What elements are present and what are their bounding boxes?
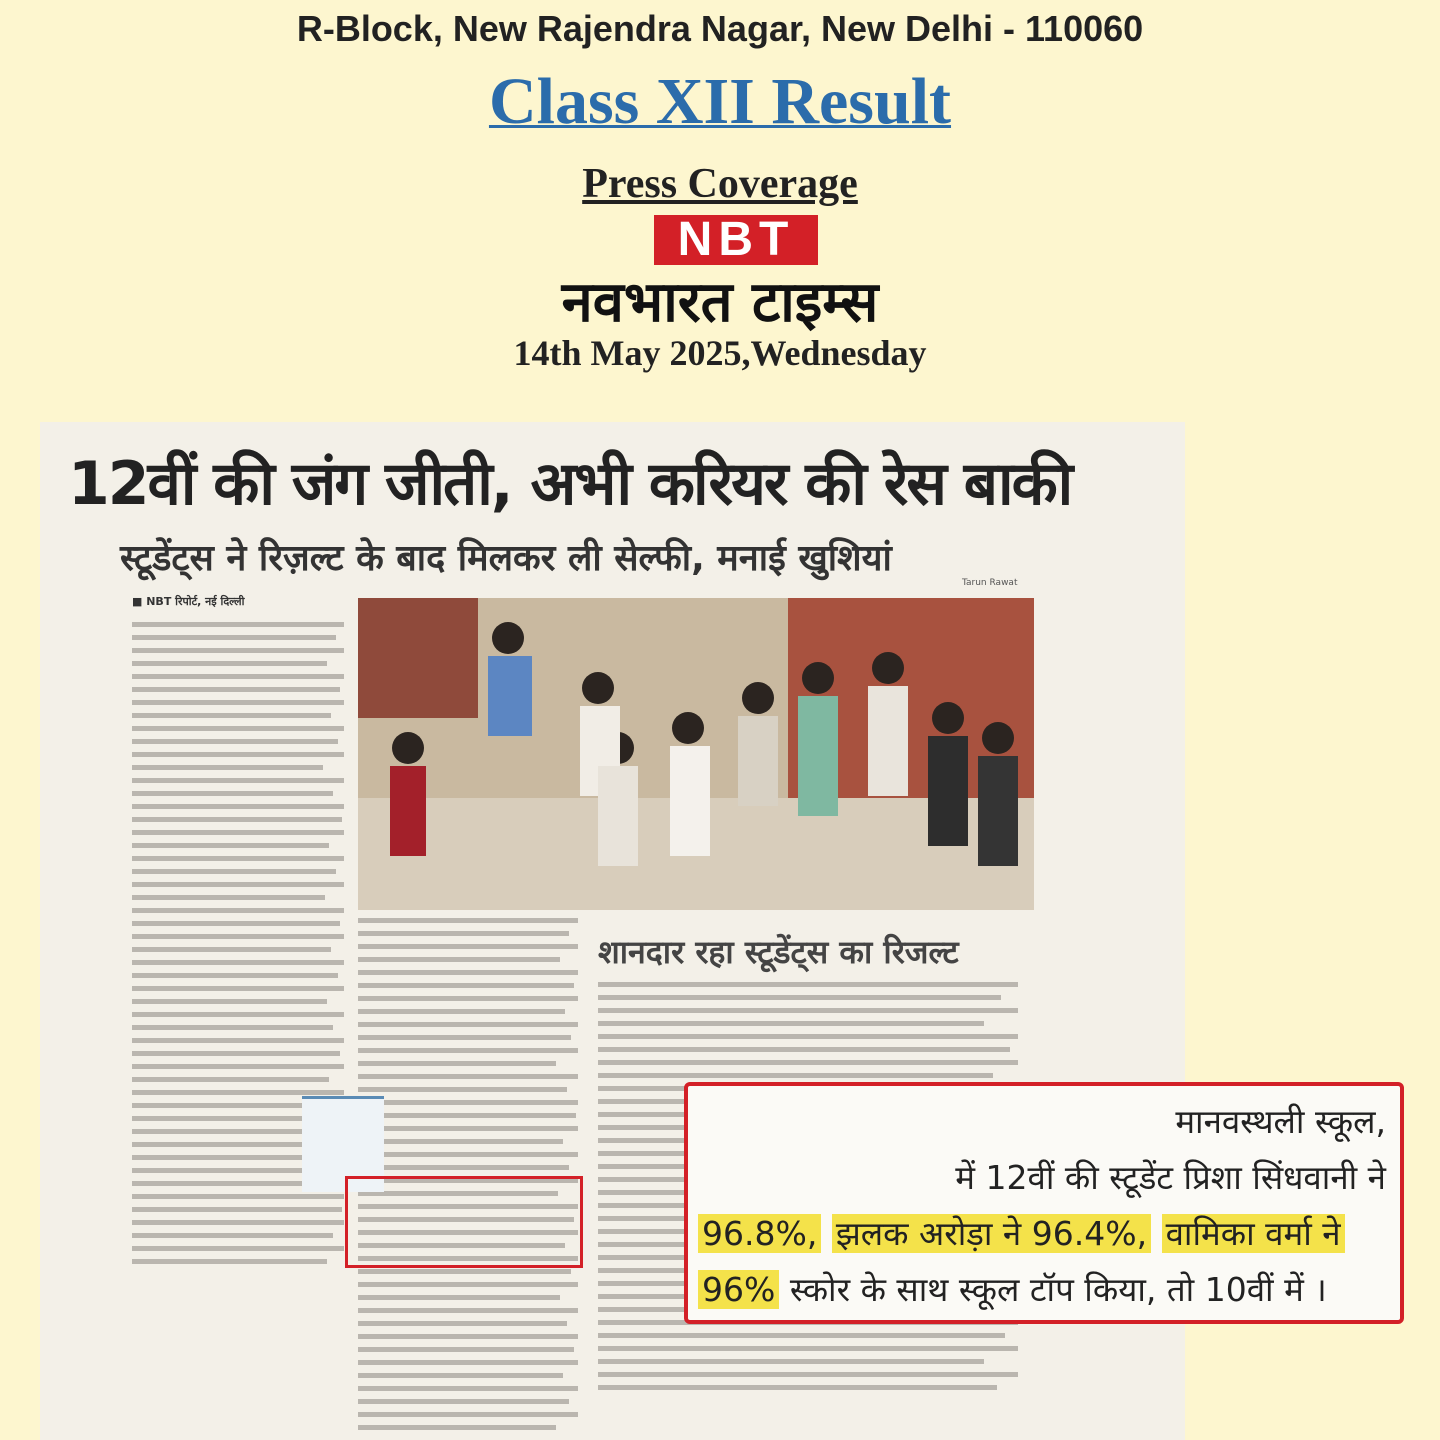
article-byline: ■ NBT रिपोर्ट, नई दिल्ली — [132, 595, 245, 608]
score-highlight: वामिका वर्मा ने — [1162, 1214, 1345, 1253]
photo-illustration — [358, 598, 1034, 910]
score-highlight: 96% — [698, 1270, 779, 1309]
article-column-left — [132, 622, 344, 1440]
article-subheadline: स्टूडेंट्स ने रिज़ल्ट के बाद मिलकर ली सेल्फी, मनाई खुशियां — [120, 538, 892, 579]
photo-credit: Tarun Rawat — [962, 578, 1018, 588]
excerpt-text: स्कोर के साथ स्कूल टॉप किया, तो 10वीं में । — [789, 1270, 1327, 1309]
school-address: R-Block, New Rajendra Nagar, New Delhi - 110060 — [296, 8, 1144, 49]
nbt-logo: NBT — [654, 215, 818, 265]
excerpt-line-4 — [698, 1266, 1327, 1311]
newspaper-name: नवभारत टाइम्स — [561, 270, 879, 335]
excerpt-line-3 — [698, 1210, 1345, 1255]
score-highlight: झलक अरोड़ा ने 96.4%, — [832, 1214, 1151, 1253]
highlight-source-box — [345, 1176, 583, 1268]
article-headline: 12वीं की जंग जीती, अभी करियर की रेस बाकी — [68, 449, 1072, 519]
publication-date: 14th May 2025,Wednesday — [513, 333, 927, 373]
press-coverage-heading: Press Coverage — [582, 161, 858, 207]
section-heading: शानदार रहा स्टूडेंट्स का रिजल्ट — [598, 933, 959, 971]
excerpt-line-1: मानवस्थली स्कूल, — [1175, 1102, 1386, 1141]
students-celebration-photo — [358, 598, 1034, 910]
page-title: Class XII Result — [488, 65, 952, 138]
zoomed-excerpt — [684, 1082, 1404, 1324]
score-highlight: 96.8%, — [698, 1214, 821, 1253]
excerpt-line-2: में 12वीं की स्टूडेंट प्रिशा सिंधवानी ने — [955, 1158, 1386, 1197]
